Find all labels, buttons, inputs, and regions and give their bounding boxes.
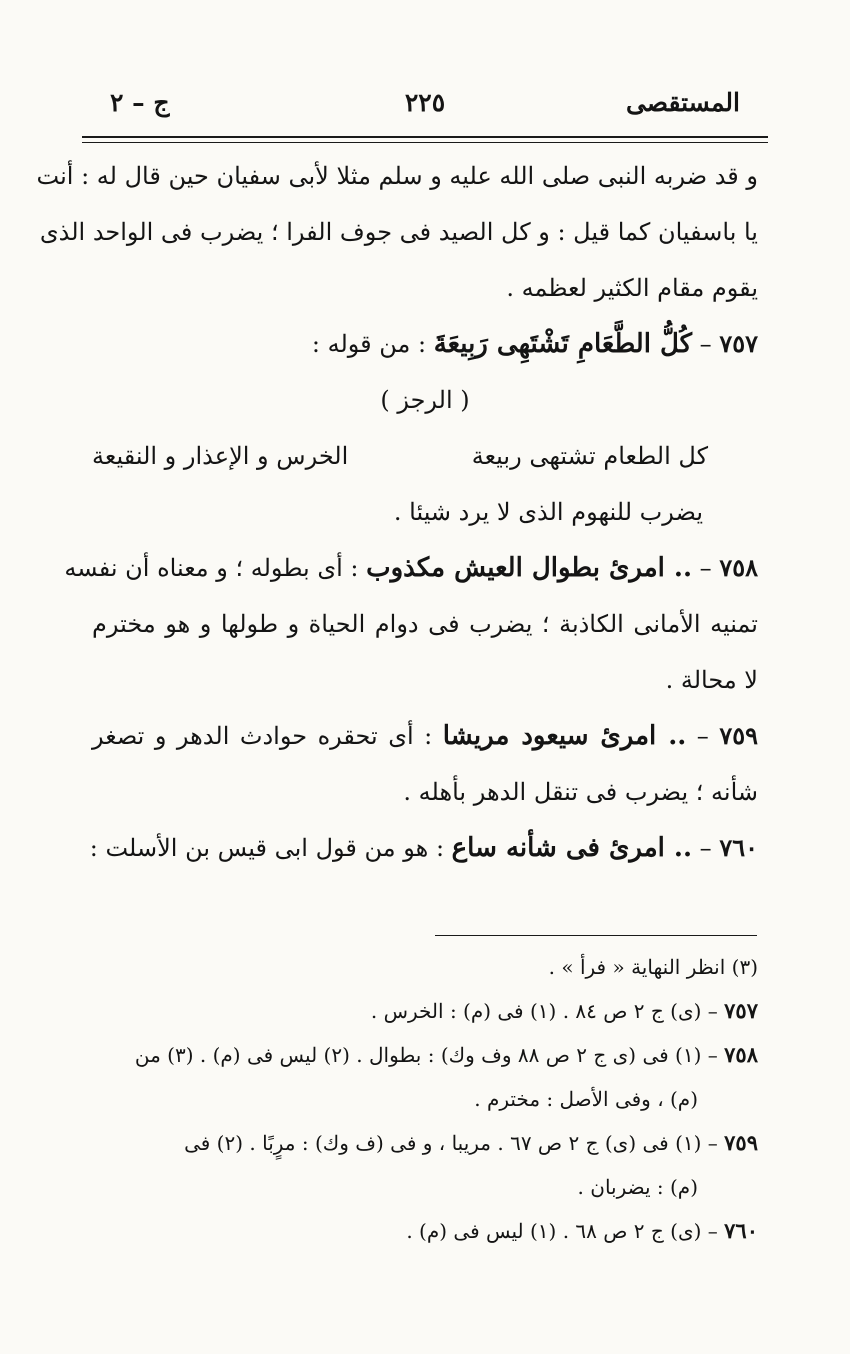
verse-hemistich-2: الخرس و الإعذار و النقيعة	[92, 442, 349, 470]
entry-headword: .. امرئ فى شأنه ساع	[451, 833, 693, 863]
header-rule-thin	[82, 142, 768, 143]
header-rule-thick	[82, 136, 768, 138]
verse-line	[92, 428, 758, 484]
footnote-text: – (ى) ج ٢ ص ٦٨ . (١) ليس فى (م) .	[406, 1219, 718, 1243]
footnote-entry-number: ٧٥٧	[724, 998, 758, 1023]
body-line: تمنيه الأمانى الكاذبة ؛ يضرب فى دوام الحياة و طولها و هو مخترم	[92, 610, 758, 638]
body-line: و قد ضربه النبى صلى الله عليه و سلم مثلا لأبى سفيان حين قال له : أنت	[36, 162, 758, 190]
main-text	[36, 148, 758, 876]
entry-number: ٧٥٧	[719, 329, 758, 358]
page-number: ٢٢٥	[404, 88, 446, 117]
entry-headword: .. امرئ سيعود مريشا	[442, 721, 687, 751]
footnote-line	[92, 1165, 758, 1209]
book-title: المستقصى	[625, 88, 740, 117]
entry-number: ٧٥٨	[719, 553, 758, 582]
body-line: يا باسفيان كما قيل : و كل الصيد فى جوف الفرا ؛ يضرب فى الواحد الذى	[39, 218, 758, 246]
footnote-line	[92, 1033, 758, 1077]
meter-label: ( الرجز )	[380, 386, 470, 414]
footnote-entry-number: ٧٥٩	[724, 1130, 758, 1155]
verse-hemistich-1: كل الطعام تشتهى ربيعة	[471, 442, 708, 470]
footnote-entry-number: ٧٦٠	[724, 1218, 758, 1243]
entry-headword: كُلُّ الطَّعَامِ تَشْتَهِى رَبِيعَةَ	[433, 329, 693, 359]
entry-759: ٧٥٩ – .. امرئ سيعود مريشا : أى تحقره حوادث الدهر و تصغر	[92, 721, 758, 751]
entry-text: : أى تحقره حوادث الدهر و تصغر	[92, 722, 433, 750]
footnote-line	[92, 1077, 758, 1121]
footnote-text: – (١) فى (ى) ج ٢ ص ٦٧ . مريبا ، و فى (ف وك) : مرٍبًا . (٢) فى	[184, 1131, 718, 1155]
footnote-line	[92, 1209, 758, 1253]
body-line: شأنه ؛ يضرب فى تنقل الدهر بأهله .	[403, 778, 758, 806]
footnotes	[92, 945, 758, 1253]
footnote-entry-number: ٧٥٨	[724, 1042, 758, 1067]
entry-text: : من قوله :	[311, 330, 427, 358]
body-line: لا محالة .	[665, 666, 758, 694]
entry-text: : أى بطوله ؛ و معناه أن نفسه	[64, 554, 359, 582]
entry-758: ٧٥٨ – .. امرئ بطوال العيش مكذوب : أى بطوله ؛ و معناه أن نفسه	[64, 553, 758, 583]
footnote-text: (٣) انظر النهاية « فرأ » .	[548, 955, 758, 979]
footnote-text: (م) ، وفى الأصل : مخترم .	[474, 1087, 698, 1111]
footnote-text: – (ى) ج ٢ ص ٨٤ . (١) فى (م) : الخرس .	[370, 999, 718, 1023]
entry-760: ٧٦٠ – .. امرئ فى شأنه ساع : هو من قول ابى قيس بن الأسلت :	[89, 833, 758, 863]
footnote-text: (م) : يضربان .	[577, 1175, 698, 1199]
footnote-rule	[435, 935, 757, 936]
body-line: يضرب للنهوم الذى لا يرد شيئا .	[393, 498, 703, 526]
entry-headword: .. امرئ بطوال العيش مكذوب	[366, 553, 693, 583]
footnote-line	[92, 1121, 758, 1165]
entry-text: : هو من قول ابى قيس بن الأسلت :	[89, 834, 445, 862]
volume-label: ج – ٢	[110, 88, 170, 117]
entry-757: ٧٥٧ – كُلُّ الطَّعَامِ تَشْتَهِى رَبِيعَةَ : من قوله :	[311, 329, 758, 359]
body-line: يقوم مقام الكثير لعظمه .	[506, 274, 758, 302]
footnote-text: – (١) فى (ى ج ٢ ص ٨٨ وف وك) : بطوال . (٢) ليس فى (م) . (٣) من	[134, 1043, 718, 1067]
footnote-line	[92, 989, 758, 1033]
entry-number: ٧٦٠	[719, 833, 758, 862]
running-header	[110, 88, 740, 128]
entry-number: ٧٥٩	[719, 721, 758, 750]
footnote-line	[92, 945, 758, 989]
